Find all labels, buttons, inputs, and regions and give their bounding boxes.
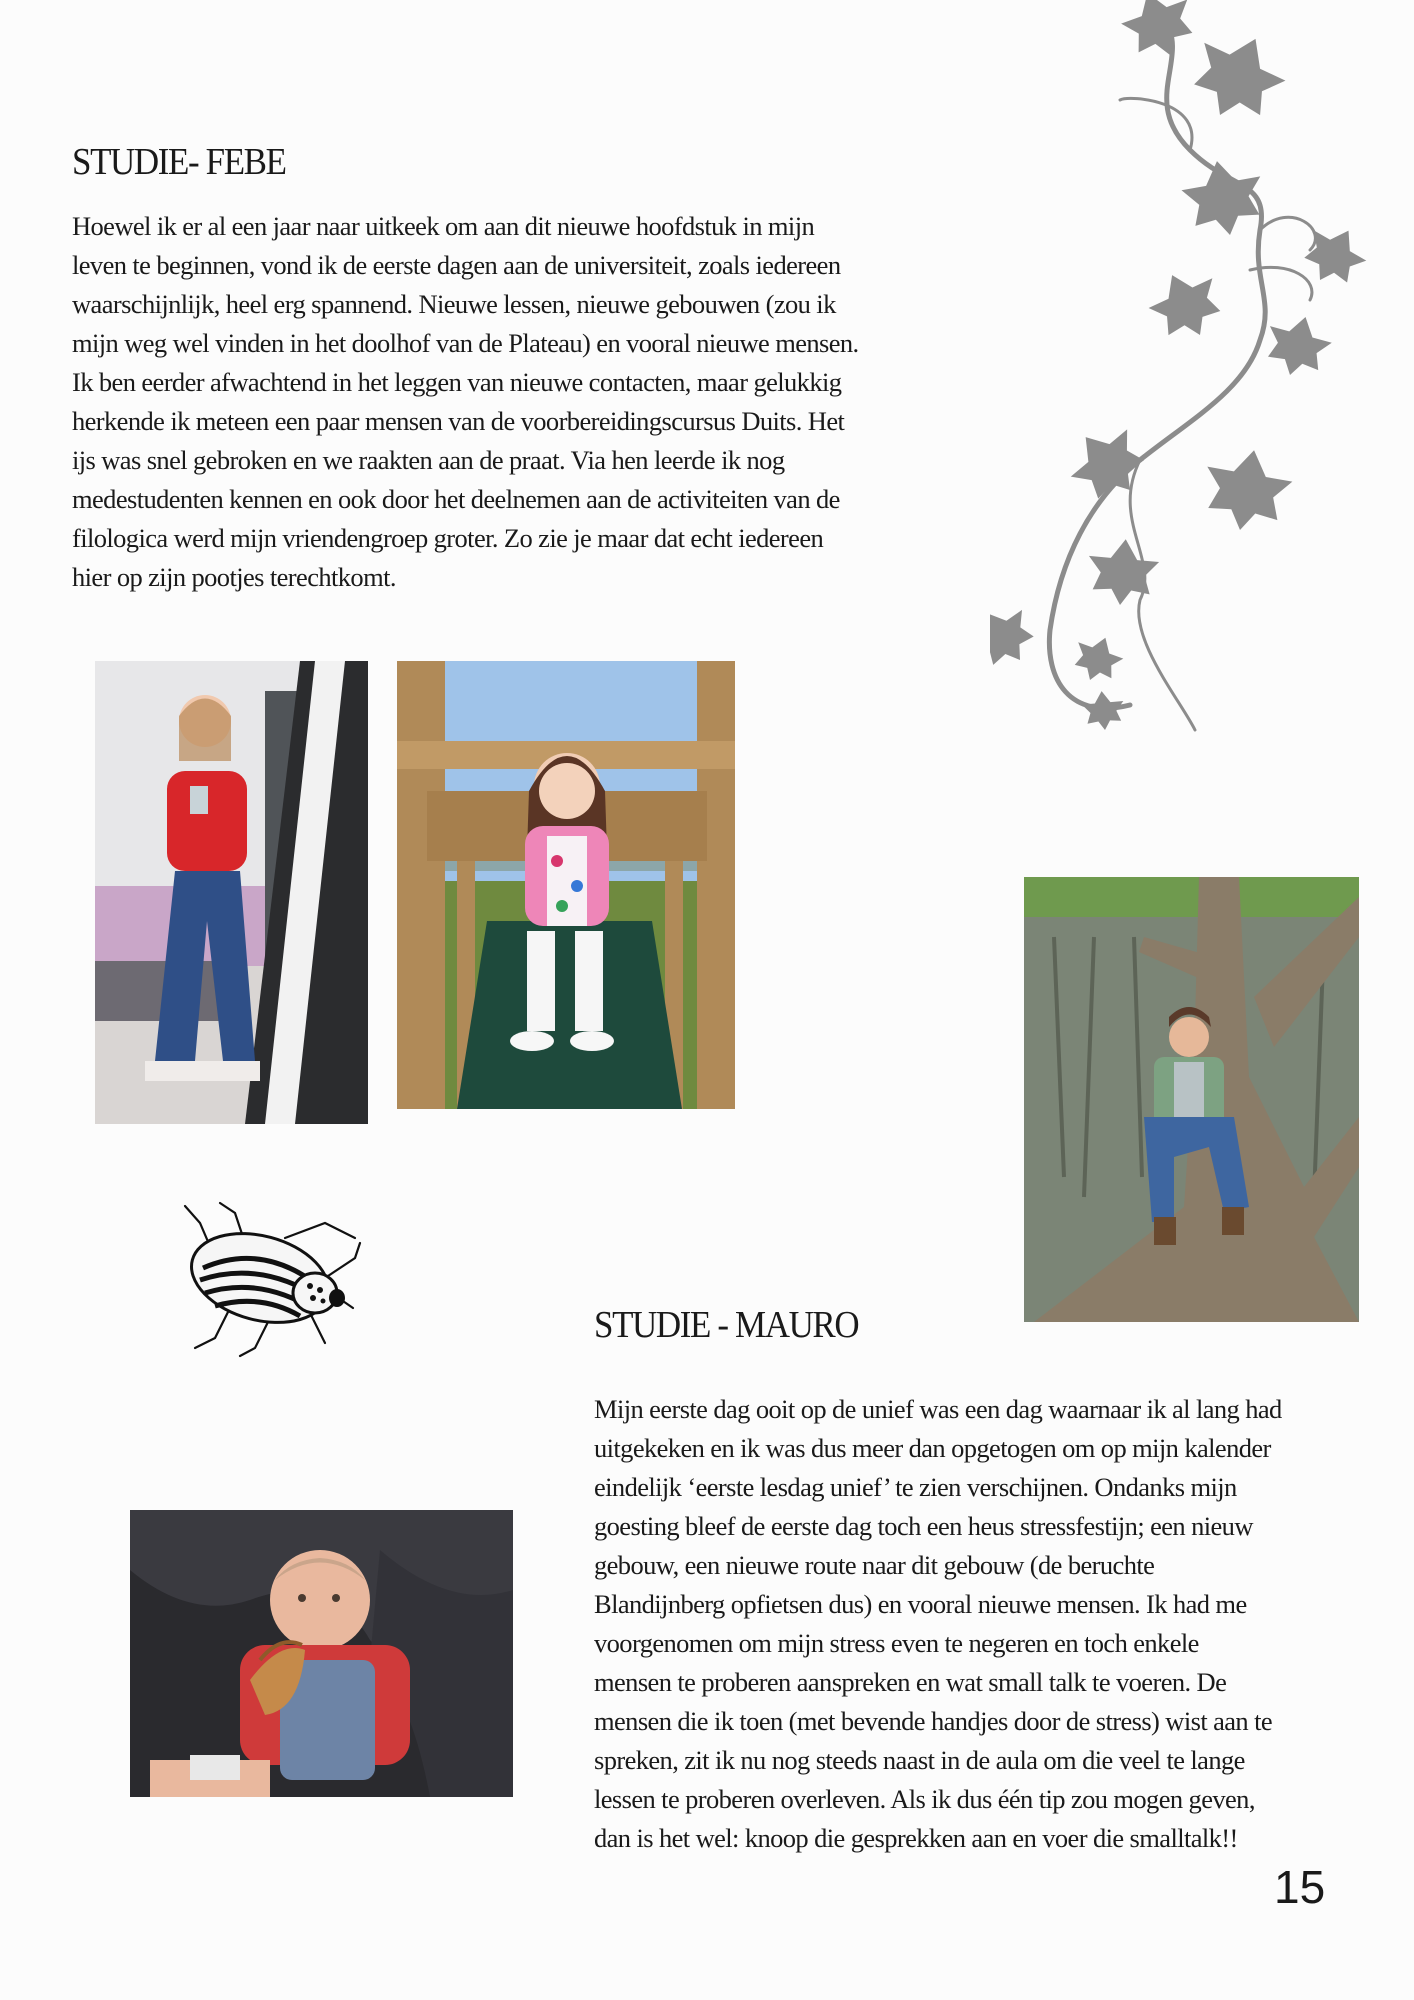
photo-mauro-baby — [130, 1510, 513, 1797]
febe-heading: STUDIE- FEBE — [72, 141, 286, 183]
text-line: Mijn eerste dag ooit op de unief was een dag waarnaar ik al lang had — [594, 1394, 1282, 1424]
text-line: uitgekeken en ik was dus meer dan opgetogen om op mijn kalender — [594, 1433, 1271, 1463]
photo-mauro-on-tree — [1024, 877, 1359, 1322]
text-line: dan is het wel: knoop die gesprekken aan en voer die smalltalk!! — [594, 1823, 1238, 1853]
text-line: herkende ik meteen een paar mensen van de voorbereidingscursus Duits. Het — [72, 406, 845, 436]
text-line: waarschijnlijk, heel erg spannend. Nieuwe lessen, nieuwe gebouwen (zou ik — [72, 289, 836, 319]
text-line: ijs was snel gebroken en we raakten aan de praat. Via hen leerde ik nog — [72, 445, 785, 475]
text-line: filologica werd mijn vriendengroep groter. Zo zie je maar dat echt iedereen — [72, 523, 824, 553]
text-line: voorgenomen om mijn stress even te negeren en toch enkele — [594, 1628, 1199, 1658]
text-line: mijn weg wel vinden in het doolhof van de Plateau) en vooral nieuwe mensen. — [72, 328, 859, 358]
text-line: eindelijk ‘eerste lesdag unief’ te zien verschijnen. Ondanks mijn — [594, 1472, 1237, 1502]
beetle-illustration — [175, 1198, 365, 1358]
text-line: lessen te proberen overleven. Als ik dus één tip zou mogen geven, — [594, 1784, 1255, 1814]
text-line: Ik ben eerder afwachtend in het leggen van nieuwe contacten, maar gelukkig — [72, 367, 842, 397]
text-line: hier op zijn pootjes terechtkomt. — [72, 562, 396, 592]
page-number: 15 — [1274, 1861, 1326, 1913]
text-line: mensen die ik toen (met bevende handjes door de stress) wist aan te — [594, 1706, 1273, 1736]
photo-febe-child-on-slide — [397, 661, 735, 1109]
text-line: spreken, zit ik nu nog steeds naast in de aula om die veel te lange — [594, 1745, 1245, 1775]
text-line: goesting bleef de eerste dag toch een heus stressfestijn; een nieuw — [594, 1511, 1253, 1541]
photo-febe-mirror-selfie — [95, 661, 368, 1124]
mauro-body — [594, 1390, 1282, 1858]
text-line: Blandijnberg opfietsen dus) en vooral nieuwe mensen. Ik had me — [594, 1589, 1247, 1619]
text-line: Hoewel ik er al een jaar naar uitkeek om aan dit nieuwe hoofdstuk in mijn — [72, 211, 815, 241]
text-line: leven te beginnen, vond ik de eerste dagen aan de universiteit, zoals iedereen — [72, 250, 841, 280]
febe-body — [72, 207, 859, 597]
mauro-heading: STUDIE - MAURO — [594, 1304, 859, 1346]
text-line: gebouw, een nieuwe route naar dit gebouw (de beruchte — [594, 1550, 1155, 1580]
ivy-vine-illustration — [990, 0, 1380, 740]
text-line: mensen te proberen aanspreken en wat small talk te voeren. De — [594, 1667, 1227, 1697]
text-line: medestudenten kennen en ook door het deelnemen aan de activiteiten van de — [72, 484, 840, 514]
